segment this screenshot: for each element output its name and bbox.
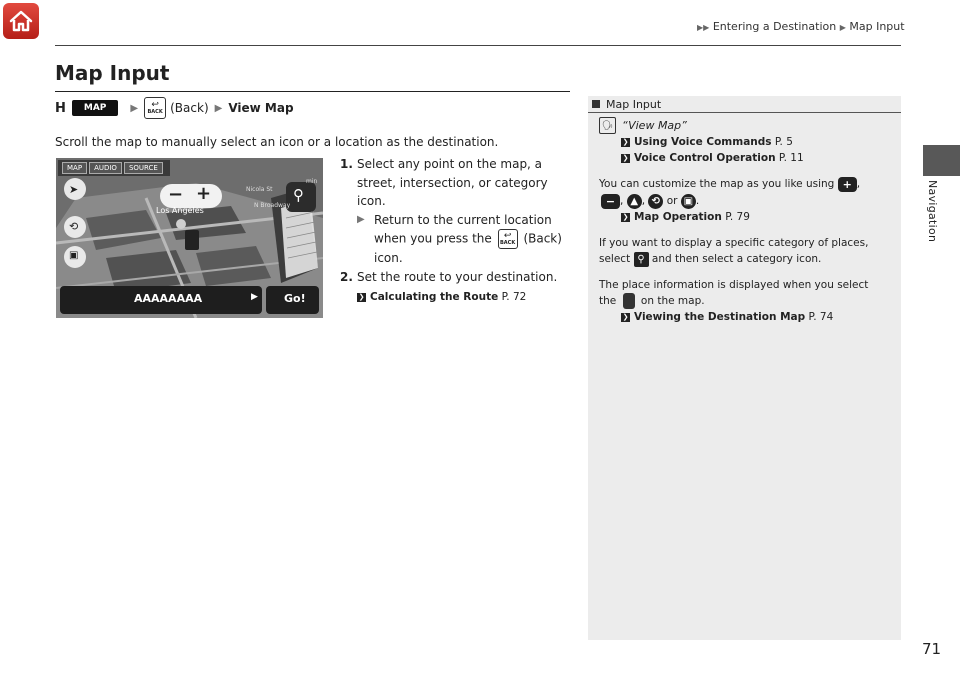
title-divider: [55, 91, 570, 92]
breadcrumb: [697, 20, 905, 33]
destination-name: AAAAAAAA: [134, 292, 203, 305]
cross-reference[interactable]: ❯ Calculating the Route P. 72: [358, 291, 527, 303]
city-label: Los Angeles: [156, 206, 204, 215]
compass-icon: ▲: [627, 194, 642, 209]
substep-line: when you press the ↩ BACK (Back): [374, 229, 570, 249]
route-arrow-icon: ▶: [214, 102, 223, 114]
street-label-2: N Broadway: [254, 202, 291, 209]
route-target: View Map: [228, 101, 294, 115]
page-title: Map Input: [55, 61, 170, 85]
zoom-out-icon: −: [168, 184, 184, 205]
home-button[interactable]: [3, 3, 39, 39]
step-1: [340, 155, 570, 211]
back-button-icon: ↩ BACK: [498, 229, 518, 249]
back-label: (Back): [170, 101, 209, 115]
cross-reference[interactable]: ❯ Voice Control Operation P. 11: [622, 152, 804, 164]
go-button: Go!: [284, 292, 306, 305]
substep-arrow-icon: ▶: [357, 213, 365, 225]
reference-arrow-icon: ❯: [358, 292, 365, 301]
substep-line: Return to the current location: [374, 212, 552, 227]
zoom-in-icon: +: [196, 183, 212, 204]
step-line: Select any point on the map, a: [357, 157, 543, 171]
header-divider: [55, 45, 901, 46]
step-line: Set the route to your destination.: [357, 269, 558, 284]
step-2: [340, 268, 570, 287]
map-button: MAP: [72, 100, 119, 116]
scale-label: min: [306, 178, 318, 185]
map-tab-audio: AUDIO: [89, 162, 122, 174]
section-tab-label: Navigation: [926, 180, 939, 243]
reroute-icon: ⟲: [69, 220, 79, 233]
map-search-icon: ⚲: [293, 186, 304, 204]
home-button-symbol-icon: H: [55, 100, 66, 116]
breadcrumb-item-1[interactable]: Entering a Destination: [712, 20, 837, 33]
search-icon: ⚲: [634, 252, 649, 267]
cross-reference[interactable]: ❯ Viewing the Destination Map P. 74: [622, 311, 834, 323]
map-view-icon: ▣: [681, 194, 696, 209]
section-tab: [923, 145, 960, 176]
voice-quote: “View Map”: [622, 119, 687, 132]
compass-icon: ➤: [69, 183, 79, 196]
page-number: 71: [922, 640, 942, 658]
intro-text: Scroll the map to manually select an icon or a location as the destination.: [55, 135, 499, 149]
map-screenshot: [56, 158, 323, 318]
note-marker-icon: [592, 100, 600, 108]
reference-arrow-icon: ❯: [622, 137, 629, 146]
step-1-substep: [340, 211, 570, 268]
map-tab-bar: [62, 162, 163, 174]
cross-reference[interactable]: ❯ Using Voice Commands P. 5: [622, 136, 793, 148]
customize-paragraph: You can customize the map as you like using + , − , ▲ , ⟲ or ▣ . ❯ Map Operation P. 79: [599, 176, 889, 225]
cross-reference[interactable]: ❯ Map Operation P. 79: [622, 211, 750, 223]
zoom-out-icon: −: [601, 194, 620, 209]
map-tab-map: MAP: [62, 162, 87, 174]
navigation-route: [55, 97, 294, 119]
step-line: icon.: [357, 194, 386, 208]
destination-flag-icon: [623, 293, 635, 309]
route-arrow-icon: ▶: [130, 102, 139, 114]
step-number: 1.: [340, 157, 353, 171]
substep-line: icon.: [374, 251, 403, 265]
sidebar-heading: Map Input: [588, 96, 901, 113]
voice-command-row: [599, 116, 889, 134]
reroute-icon: ⟲: [648, 194, 663, 209]
step-line: street, intersection, or category: [357, 175, 548, 190]
zoom-in-icon: +: [838, 177, 857, 192]
reference-arrow-icon: ❯: [622, 153, 629, 162]
destination-chevron-icon: ▶: [251, 292, 258, 302]
step-number: 2.: [340, 269, 353, 284]
breadcrumb-arrow-icon: ▶: [839, 23, 846, 32]
home-icon: [8, 9, 34, 33]
map-view-icon: ▣: [69, 250, 79, 261]
street-label-1: Nicola St: [246, 186, 273, 193]
reference-arrow-icon: ❯: [622, 212, 629, 221]
breadcrumb-arrow-icon: ▶▶: [697, 23, 710, 32]
steps-list: [340, 155, 570, 307]
place-info-paragraph: The place information is displayed when you select the on the map. ❯ Viewing the Destination Map P. 74: [599, 277, 889, 325]
breadcrumb-item-2[interactable]: Map Input: [849, 20, 905, 33]
back-button-icon: ↩ BACK: [144, 97, 166, 119]
category-paragraph: If you want to display a specific category of places, select ⚲ and then select a category icon.: [599, 237, 869, 265]
voice-talk-icon: 🗣: [599, 117, 616, 134]
reference-arrow-icon: ❯: [622, 312, 629, 321]
info-sidebar: [588, 96, 901, 640]
map-tab-source: SOURCE: [124, 162, 163, 174]
